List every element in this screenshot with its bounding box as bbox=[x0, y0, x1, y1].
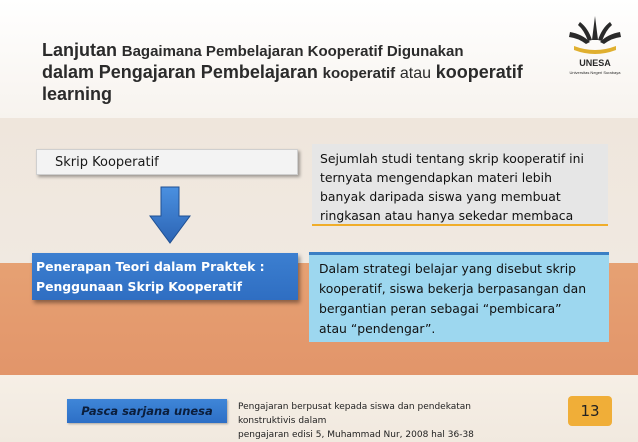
unesa-logo-icon bbox=[560, 10, 630, 78]
note1-line: ternyata mengendapkan materi lebih bbox=[320, 170, 552, 185]
note2-line: atau “pendengar”. bbox=[319, 321, 436, 336]
title-part-2: Bagaimana Pembelajaran Kooperatif Digunakan bbox=[121, 43, 464, 60]
note2-line: kooperatif, siswa bekerja berpasangan dan bbox=[319, 281, 587, 296]
note1-line: Sejumlah studi tentang skrip kooperatif ini bbox=[320, 151, 584, 166]
note2-line: bergantian peran sebagai “pembicara” bbox=[319, 301, 562, 316]
step2-line: Penerapan Teori dalam Praktek : bbox=[36, 259, 265, 274]
reference-line: pengajaran edisi 5, Muhammad Nur, 2008 hal 36-38 bbox=[238, 430, 474, 440]
logo-subtext: Universitas Negeri Surabaya bbox=[569, 70, 621, 75]
note-skrip-kooperatif bbox=[312, 144, 608, 226]
note2-line: Dalam strategi belajar yang disebut skrip bbox=[319, 261, 577, 276]
title-word-lanjutan: Lanjutan bbox=[42, 40, 117, 60]
note-strategi-belajar bbox=[309, 252, 609, 342]
title-part-4: Pengajaran Pembelajaran bbox=[98, 62, 318, 82]
footer-label: Pasca sarjana unesa bbox=[67, 399, 227, 423]
title-part-7: kooperatif bbox=[435, 62, 523, 82]
page-number: 13 bbox=[568, 396, 612, 426]
reference-line: Pengajaran berpusat kepada siswa dan pendekatan konstruktivis dalam bbox=[238, 402, 472, 426]
step-skrip-kooperatif: Skrip Kooperatif bbox=[36, 149, 298, 175]
title-part-8: learning bbox=[42, 84, 113, 104]
reference-text bbox=[238, 400, 528, 442]
title-part-5: kooperatif bbox=[322, 65, 396, 82]
title-part-6: atau bbox=[399, 65, 431, 82]
slide-title bbox=[42, 40, 572, 105]
note1-line: ringkasan atau hanya sekedar membaca bbox=[320, 208, 574, 223]
title-part-3: dalam bbox=[42, 62, 95, 82]
down-arrow-icon bbox=[149, 186, 191, 244]
step-penerapan-teori bbox=[32, 253, 298, 300]
note1-line: banyak daripada siswa yang membuat bbox=[320, 189, 561, 204]
logo-text: UNESA bbox=[579, 58, 611, 68]
step2-line: Penggunaan Skrip Kooperatif bbox=[36, 279, 242, 294]
